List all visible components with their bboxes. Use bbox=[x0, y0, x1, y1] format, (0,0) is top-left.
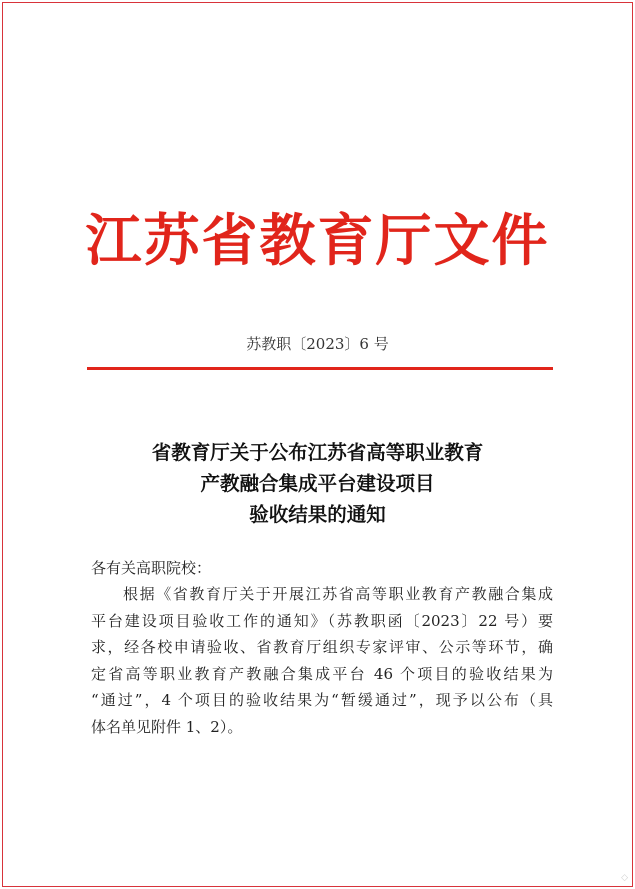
notice-title-line: 验收结果的通知 bbox=[249, 503, 386, 526]
body-line: 求，经各校申请验收、省教育厅组织专家评审、公示等环节，确 bbox=[91, 638, 553, 657]
body-paragraph bbox=[91, 581, 553, 741]
salutation: 各有关高职院校： bbox=[91, 559, 212, 577]
corner-watermark-icon: ◇ bbox=[621, 873, 628, 883]
notice-title-line: 产教融合集成平台建设项目 bbox=[200, 472, 435, 495]
body-line: 体名单见附件 1、2）。 bbox=[91, 717, 243, 736]
body-line: 根据《省教育厅关于开展江苏省高等职业教育产教融合集成 bbox=[123, 585, 553, 603]
body-line: “通过”，4 个项目的验收结果为“暂缓通过”，现予以公布（具 bbox=[91, 691, 553, 710]
red-divider-line bbox=[87, 367, 553, 370]
notice-title-line: 省教育厅关于公布江苏省高等职业教育 bbox=[151, 441, 484, 464]
document-page bbox=[2, 2, 633, 887]
body-line: 平台建设项目验收工作的通知》（苏教职函〔2023〕22 号）要 bbox=[91, 611, 553, 630]
notice-title bbox=[3, 437, 632, 530]
masthead-title: 江苏省教育厅文件 bbox=[85, 209, 550, 274]
document-number: 苏教职〔2023〕6 号 bbox=[246, 335, 389, 353]
body-line: 定省高等职业教育产教融合集成平台 46 个项目的验收结果为 bbox=[91, 664, 553, 683]
